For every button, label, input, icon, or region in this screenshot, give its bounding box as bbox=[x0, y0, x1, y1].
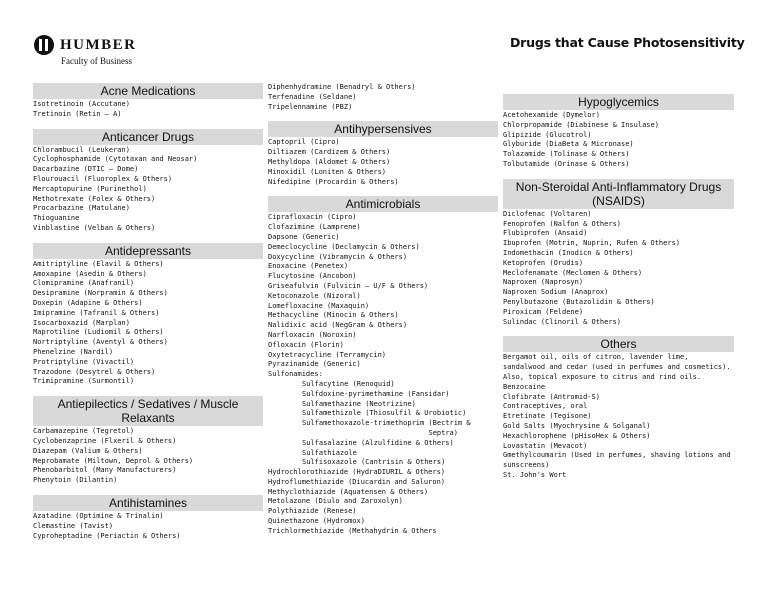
list-item: Flucytosine (Ancobon) bbox=[268, 272, 357, 281]
list-item: Dapsone (Generic) bbox=[268, 232, 340, 241]
list-item: Clofibrate (Antromid-S) bbox=[503, 392, 600, 401]
list-item: Acetohexamide (Dymelor) bbox=[503, 111, 600, 119]
section-heading: Others bbox=[503, 336, 734, 352]
list-item: Ibuprofen (Motrin, Nuprin, Rufen & Others) bbox=[503, 239, 681, 248]
list-item: Flourouacil (Fluoroplex & Others) bbox=[33, 174, 173, 183]
list-item: Mercaptopurine (Purinethol) bbox=[33, 184, 147, 193]
list-item: Cyproheptadine (Periactin & Others) bbox=[33, 531, 181, 540]
section-heading: Acne Medications bbox=[33, 83, 263, 99]
list-item: Trimipramine (Surmontil) bbox=[33, 377, 135, 386]
hypoglycemics-list bbox=[503, 111, 734, 170]
hypoglycemics-section bbox=[503, 94, 734, 170]
others-list bbox=[503, 383, 734, 452]
list-item: Gmethylcoumarin (Used in perfumes, shaving lotions and sunscreens) bbox=[503, 451, 731, 470]
antihistamines-continued bbox=[268, 83, 498, 112]
section-heading: Antidepressants bbox=[33, 243, 263, 259]
antiepileptics-list bbox=[33, 427, 263, 486]
list-item: Trichlormethiazide (Methahydrin & Others bbox=[268, 526, 437, 535]
nsaids-section bbox=[503, 179, 734, 328]
acne-section bbox=[33, 83, 263, 120]
list-item: Naproxen Sodium (Anaprox) bbox=[503, 288, 609, 297]
humber-shield-icon bbox=[34, 35, 54, 55]
anticancer-section bbox=[33, 129, 263, 234]
list-item-continuation: Septra) bbox=[428, 428, 458, 437]
list-item: Piroxicam (Feldene) bbox=[503, 307, 584, 316]
list-item: Ketoconazole (Nizoral) bbox=[268, 291, 361, 300]
column-3 bbox=[503, 94, 734, 490]
list-item: Diltiazem (Cardizem & Others) bbox=[268, 148, 391, 157]
list-item: Benzocaine bbox=[503, 382, 546, 391]
list-item: Meprobamate (Miltown, Deprol & Others) bbox=[33, 456, 194, 465]
list-item: Cyclophosphamide (Cytotaxan and Neosar) bbox=[33, 155, 198, 164]
column-2 bbox=[268, 83, 498, 546]
list-item: Cyclobenzaprine (Flxeril & Others) bbox=[33, 436, 177, 445]
list-item: Desipramine (Norpramin & Others) bbox=[33, 289, 168, 298]
list-item: Flubiprofen (Ansaid) bbox=[503, 229, 588, 238]
list-item: Terfenadine (Seldane) bbox=[268, 92, 357, 101]
list-item: Griseafulvin (Fulvicin – U/F & Others) bbox=[268, 281, 429, 290]
list-item: Glyburide (DiaBeta & Micronase) bbox=[503, 140, 634, 149]
logo-subtitle: Faculty of Business bbox=[61, 56, 132, 66]
list-item: Sulfamethoxazole-trimethoprim (Bectrim & bbox=[302, 419, 471, 428]
list-item: Sulindac (Clinoril & Others) bbox=[503, 317, 622, 326]
others-section bbox=[503, 336, 734, 480]
list-item: Narfloxacin (Noroxin) bbox=[268, 330, 357, 339]
list-item: Maprotiline (Ludiomil & Others) bbox=[33, 328, 164, 337]
section-heading: Antimicrobials bbox=[268, 196, 498, 212]
list-item: Contraceptives, oral bbox=[503, 402, 588, 411]
list-item: Ketoprofen (Orudis) bbox=[503, 258, 584, 267]
list-item: Sulfamethizole (Thiosulfil & Urobiotic) bbox=[302, 409, 467, 418]
list-item: Sulfasalazine (Alzulfidine & Others) bbox=[302, 438, 454, 447]
list-item: Azatadine (Optimine & Trinalin) bbox=[33, 511, 164, 520]
list-item: Sulfonamides: bbox=[268, 370, 323, 379]
section-heading: Hypoglycemics bbox=[503, 94, 734, 110]
list-item: Methyldopa (Aldomet & Others) bbox=[268, 157, 391, 166]
antihistamines-section bbox=[33, 495, 263, 541]
section-heading: Antihypersensives bbox=[268, 121, 498, 137]
section-heading: Non-Steroidal Anti-Inflammatory Drugs (NSAIDS) bbox=[503, 179, 734, 209]
list-item: Tripelennamine (PBZ) bbox=[268, 102, 353, 111]
antidepressants-section bbox=[33, 243, 263, 387]
list-item: Clomipramine (Anafranil) bbox=[33, 279, 135, 288]
list-item: Ofloxacin (Florin) bbox=[268, 340, 344, 349]
list-item: Hexachlorophene (pHisoHex & Others) bbox=[503, 431, 651, 440]
logo-text: HUMBER bbox=[60, 36, 137, 53]
list-item: Meclofenamate (Meclomen & Others) bbox=[503, 268, 643, 277]
list-item: Procarbazine (Matulane) bbox=[33, 204, 130, 213]
list-item: Methyclothiazide (Aquatensen & Others) bbox=[268, 487, 429, 496]
list-item: Methotrexate (Folex & Others) bbox=[33, 194, 156, 203]
list-item: Sulfamethazine (Neotrizine) bbox=[302, 399, 416, 408]
list-item: Phenytoin (Dilantin) bbox=[33, 476, 118, 485]
nsaids-list bbox=[503, 210, 734, 328]
list-item: Sulfacytine (Renoquid) bbox=[302, 379, 395, 388]
list-item: Sulfathiazole bbox=[302, 448, 357, 457]
list-item: Hydrochlorothiazide (HydraDIURIL & Others) bbox=[268, 468, 446, 477]
list-item: Dacarbazine (DTIC – Dome) bbox=[33, 165, 139, 174]
acne-list bbox=[33, 100, 263, 120]
antihistamines-list bbox=[33, 512, 263, 541]
list-item: Amoxapine (Asedin & Others) bbox=[33, 269, 147, 278]
sulfonamides-list bbox=[268, 380, 498, 468]
list-item: Captopril (Cipro) bbox=[268, 138, 340, 147]
list-item: Nortriptyline (Aventyl & Others) bbox=[33, 338, 168, 347]
list-item: Hydroflumethiazide (Diucardin and Saluron) bbox=[268, 477, 446, 486]
section-heading: Antiepilectics / Sedatives / Muscle Relaxants bbox=[33, 396, 263, 426]
list-item: Nifedipine (Procardin & Others) bbox=[268, 177, 399, 186]
list-item: Diphenhydramine (Benadryl & Others) bbox=[268, 83, 416, 91]
list-item: Oxytetracycline (Terramycin) bbox=[268, 350, 387, 359]
list-item: Thioguanine bbox=[33, 214, 80, 223]
list-item: Diazepam (Valium & Others) bbox=[33, 446, 143, 455]
list-item: Nalidixic acid (NegGram & Others) bbox=[268, 321, 408, 330]
list-item: Trazodone (Desytrel & Others) bbox=[33, 367, 156, 376]
list-item: Isotretinoin (Accutane) bbox=[33, 100, 130, 108]
anticancer-list bbox=[33, 146, 263, 234]
list-item: Naproxen (Naprosyn) bbox=[503, 278, 584, 287]
list-item: Amitriptyline (Elavil & Others) bbox=[33, 259, 164, 268]
list-item: Methacycline (Minocin & Others) bbox=[268, 311, 399, 320]
list-item: Demeclocycline (Declamycin & Others) bbox=[268, 242, 420, 251]
list-item: Tolbutamide (Orinase & Others) bbox=[503, 159, 630, 168]
list-item: Clofazimine (Lamprene) bbox=[268, 223, 361, 232]
list-item: Gold Salts (Myochrysine & Solganal) bbox=[503, 421, 651, 430]
list-item: Ciprafloxacin (Cipro) bbox=[268, 213, 357, 222]
list-item: Etretinate (Tegisone) bbox=[503, 412, 592, 421]
list-item: Imipramine (Tafranil & Others) bbox=[33, 308, 160, 317]
list-item: Minoxidil (Loniten & Others) bbox=[268, 167, 387, 176]
list-item: Clemastine (Tavist) bbox=[33, 521, 114, 530]
others-intro: Bergamot oil, oils of citron, lavender lime, sandalwood and cedar (used in perfumes and cosmetics). Also, topical exposure to citrus and rind oils. bbox=[503, 353, 731, 381]
list-item: Doxepin (Adapine & Others) bbox=[33, 298, 143, 307]
list-item: Tretinoin (Retin – A) bbox=[33, 109, 122, 118]
column-1 bbox=[33, 83, 263, 550]
antihistamines-continued-list bbox=[268, 83, 498, 112]
list-item: Phenelzine (Nardil) bbox=[33, 347, 114, 356]
list-item: Phenobarbitol (Many Manufacturers) bbox=[33, 466, 177, 475]
list-item: Fenoprofen (Nalfon & Others) bbox=[503, 219, 622, 228]
page-title: Drugs that Cause Photosensitivity bbox=[510, 35, 745, 50]
list-item: Penylbutazone (Butazolidin & Others) bbox=[503, 297, 655, 306]
antihypersensives-list bbox=[268, 138, 498, 187]
antiepileptics-section bbox=[33, 396, 263, 486]
humber-logo bbox=[34, 35, 137, 66]
list-item: Glipizide (Glucotrol) bbox=[503, 130, 592, 139]
antimicrobials-list bbox=[268, 213, 498, 380]
list-item: Doxycycline (Vibramycin & Others) bbox=[268, 252, 408, 261]
antimicrobials-section bbox=[268, 196, 498, 536]
list-item: Sulfisoxazole (Cantrisin & Others) bbox=[302, 458, 446, 467]
list-item: Vinblastine (Velban & Others) bbox=[33, 223, 156, 232]
list-item: Lomefloxacine (Maxaquin) bbox=[268, 301, 370, 310]
list-item: Lovastatin (Mevacot) bbox=[503, 441, 588, 450]
list-item: Pyrazinamide (Generic) bbox=[268, 360, 361, 369]
list-item: Protriptyline (Vivactil) bbox=[33, 357, 135, 366]
list-item: Polythiazide (Renese) bbox=[268, 507, 357, 516]
antihypersensives-section bbox=[268, 121, 498, 187]
list-item: Chlorpropamide (Diabinese & Insulase) bbox=[503, 120, 659, 129]
list-item: Chlorambucil (Leukeran) bbox=[33, 145, 130, 154]
list-item: Tolazamide (Tolinase & Others) bbox=[503, 150, 630, 159]
list-item: Indomethacin (Inodicn & Others) bbox=[503, 248, 634, 257]
list-item: Sulfdoxine-pyrimethamine (Fansidar) bbox=[302, 389, 450, 398]
section-heading: Anticancer Drugs bbox=[33, 129, 263, 145]
list-item: Quinethazone (Hydromox) bbox=[268, 517, 365, 526]
list-item: Metolazone (Diulo and Zaroxolyn) bbox=[268, 497, 403, 506]
section-heading: Antihistamines bbox=[33, 495, 263, 511]
diuretics-list bbox=[268, 468, 498, 537]
list-item: Enoxacine (Penetex) bbox=[268, 262, 349, 271]
list-item: Isocarboxazid (Marplan) bbox=[33, 318, 130, 327]
list-item: Diclofenac (Voltaren) bbox=[503, 209, 592, 218]
list-item: St. John's Wort bbox=[503, 470, 567, 479]
antidepressants-list bbox=[33, 260, 263, 387]
list-item: Carbamazepine (Tegretol) bbox=[33, 427, 135, 436]
